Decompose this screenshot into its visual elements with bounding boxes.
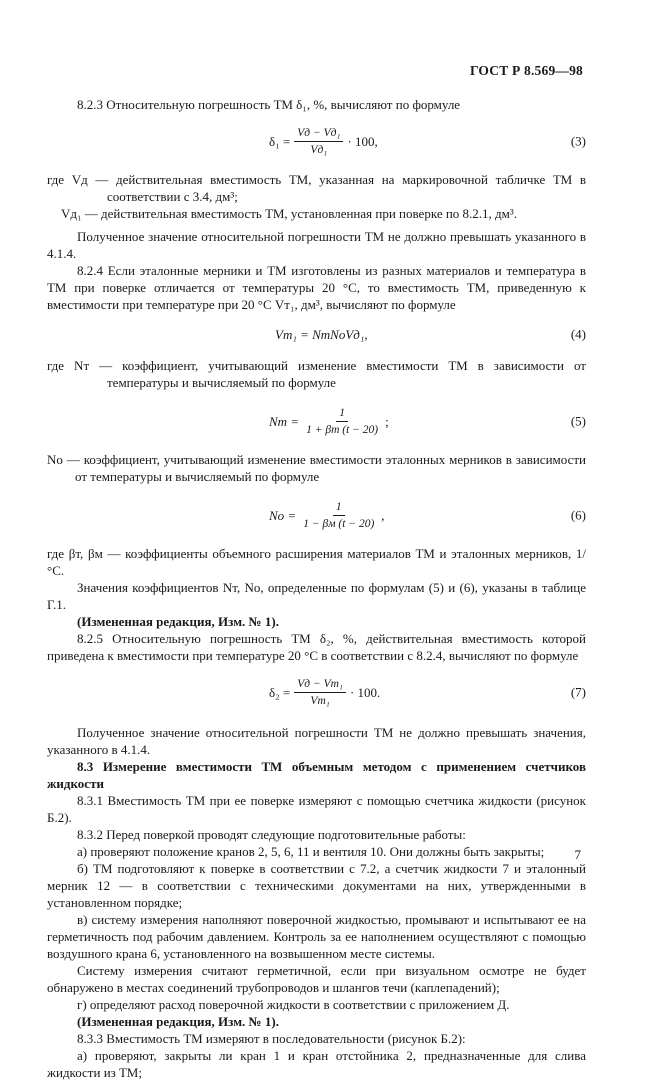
formula-6-numerator: 1	[333, 500, 345, 516]
formula-6	[47, 493, 586, 537]
formula-3-numerator: Vд − Vд₁	[294, 126, 343, 142]
doc-code-header: ГОСТ Р 8.569—98	[469, 63, 583, 78]
para-system: Систему измерения считают герметичной, если при визуальном осмотре не будет обнаружено в местах соединений трубопроводов и шлангов течи (каплепадений);	[47, 963, 586, 995]
list-item-b: б) ТМ подготовляют к поверке в соответствии с 7.2, а счетчик жидкости 7 и эталонный мерник 12 — в соответствии с техническими документами на них, утвержденными в установленном порядке;	[47, 861, 586, 910]
formula-7-number: (7)	[570, 684, 586, 700]
where-vd1: Vд₁ — действительная вместимость ТМ, установленная при поверке по 8.2.1, дм³.	[61, 206, 518, 221]
formula-4-body: Vт₁ = NтNoVд₁,	[275, 326, 368, 342]
formula-3-number: (3)	[570, 133, 586, 149]
formula-3	[47, 119, 586, 163]
formula-7-numerator: Vд − Vт₁	[294, 677, 346, 693]
para-8-2-5: 8.2.5 Относительную погрешность ТМ δ₂, %, действительная вместимость которой приведена к вместимости при температуре 20 °С в соответствии с 8.2.4, вычисляют по формуле	[47, 631, 586, 663]
formula-3-tail: · 100,	[347, 133, 378, 149]
formula-7	[47, 670, 586, 714]
list-item-a: а) проверяют положение кранов 2, 5, 6, 11 и вентиля 10. Они должны быть закрыты;	[77, 844, 545, 859]
formula-4	[47, 321, 586, 347]
edit-note-1: (Измененная редакция, Изм. № 1).	[77, 614, 279, 629]
formula-6-lhs: No =	[269, 507, 297, 523]
formula-3-lhs: δ₁ =	[269, 133, 291, 149]
para-8-2-3: 8.2.3 Относительную погрешность ТМ δ₁, %, вычисляют по формуле	[77, 97, 461, 112]
edit-note-2: (Измененная редакция, Изм. № 1).	[77, 1014, 279, 1029]
section-8-3-heading: 8.3 Измерение вместимости ТМ объемным методом с применением счетчиков жидкости	[47, 759, 586, 791]
formula-5	[47, 399, 586, 443]
formula-7-lhs: δ₂ =	[269, 684, 291, 700]
formula-5-tail: ;	[385, 413, 389, 429]
page-content	[47, 96, 586, 1081]
para-8-3-1: 8.3.1 Вместимость ТМ при ее поверке измеряют с помощью счетчика жидкости (рисунок Б.2).	[47, 793, 586, 825]
para-result-1: Полученное значение относительной погрешности ТМ не должно превышать указанного в 4.1.4.	[47, 229, 586, 261]
formula-7-denominator: Vт₁	[310, 694, 330, 707]
list-item-a2: а) проверяют, закрыты ли кран 1 и кран отстойника 2, предназначенные для слива жидкости из ТМ;	[47, 1048, 586, 1080]
formula-6-denominator: 1 − βм (t − 20)	[303, 517, 375, 530]
formula-3-denominator: Vд₁	[310, 143, 328, 156]
where-vd: где Vд — действительная вместимость ТМ, указанная на маркировочной табличке ТМ в соответствии с 3.4, дм³;	[47, 172, 586, 204]
list-item-v: в) систему измерения наполняют поверочной жидкостью, промывают и испытывают ее на герметичность под рабочим давлением. Контроль за ее наполнением осуществляют с помощью воздушного крана 6, установленного на возвышенном месте системы.	[47, 912, 586, 961]
para-values: Значения коэффициентов Nт, No, определенные по формулам (5) и (6), указаны в таблице Г.1.	[47, 580, 586, 612]
formula-5-numerator: 1	[336, 406, 348, 422]
formula-5-number: (5)	[570, 413, 586, 429]
para-8-3-3: 8.3.3 Вместимость ТМ измеряют в последовательности (рисунок Б.2):	[77, 1031, 466, 1046]
formula-5-lhs: Nт =	[269, 413, 300, 429]
para-result-2: Полученное значение относительной погрешности ТМ не должно превышать значения, указанного в 4.1.4.	[47, 725, 586, 757]
formula-5-denominator: 1 + βт (t − 20)	[306, 423, 379, 436]
list-item-g: г) определяют расход поверочной жидкости в соответствии с приложением Д.	[77, 997, 510, 1012]
where-nt: где Nт — коэффициент, учитывающий изменение вместимости ТМ в зависимости от температуры и вычисляемый по формуле	[47, 358, 586, 390]
formula-6-number: (6)	[570, 507, 586, 523]
where-beta: где βт, βм — коэффициенты объемного расширения материалов ТМ и эталонных мерников, 1/°С.	[47, 546, 586, 578]
formula-4-number: (4)	[570, 326, 586, 342]
para-8-3-2: 8.3.2 Перед поверкой проводят следующие подготовительные работы:	[77, 827, 466, 842]
formula-7-tail: · 100.	[349, 684, 381, 700]
formula-6-tail: ,	[381, 507, 385, 523]
para-8-2-4: 8.2.4 Если эталонные мерники и ТМ изготовлены из разных материалов и температура в ТМ при поверке отличается от температуры 20 °С, то вместимость ТМ, приведенную к вместимости при температуре при 20 °С Vт₁, дм³, вычисляют по формуле	[47, 263, 586, 312]
page-number: 7	[574, 847, 581, 862]
where-no: No — коэффициент, учитывающий изменение вместимости эталонных мерников в зависимости от температуры и вычисляемый по формуле	[47, 452, 586, 484]
